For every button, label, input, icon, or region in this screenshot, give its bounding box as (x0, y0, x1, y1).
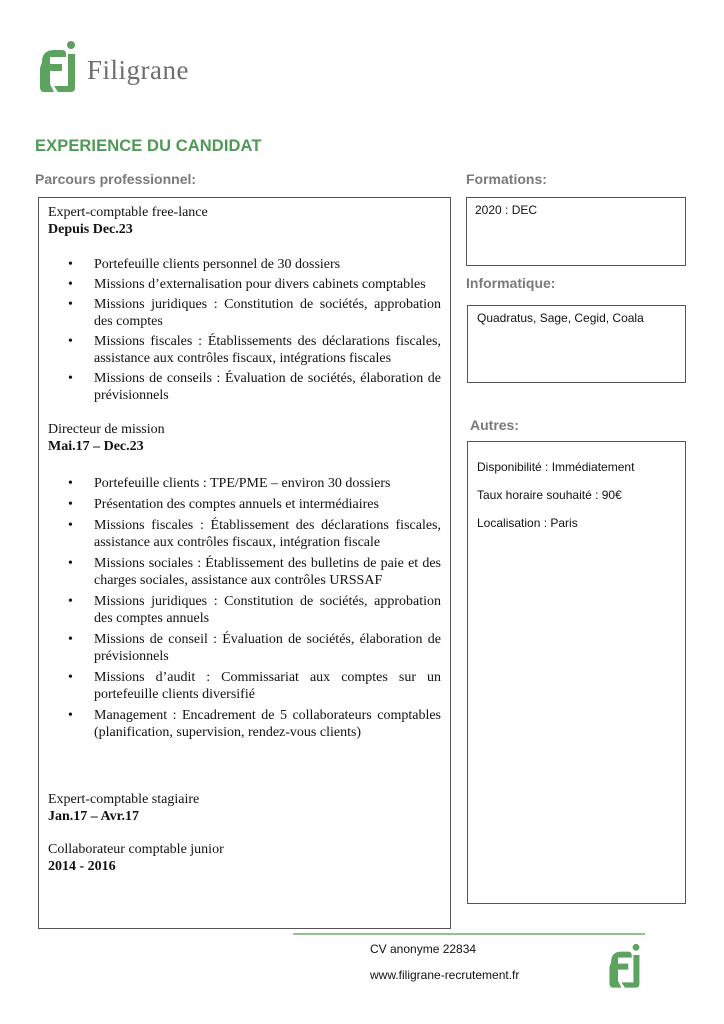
formations-label: Formations: (466, 171, 547, 187)
job-date: Mai.17 – Dec.23 (48, 439, 144, 454)
job-entry (48, 791, 441, 825)
job-title: Collaborateur comptable junior (48, 842, 224, 857)
page-title: EXPERIENCE DU CANDIDAT (35, 137, 262, 155)
formations-box (466, 197, 686, 266)
task-item: • Missions de conseil : Évaluation de sociétés, élaboration de prévisionnels (94, 631, 441, 665)
location: Localisation : Paris (477, 516, 578, 530)
task-item: • Présentation des comptes annuels et intermédiaires (94, 496, 441, 513)
brand-logo (36, 40, 216, 98)
job-title: Directeur de mission (48, 422, 165, 437)
job-title: Expert-comptable free-lance (48, 205, 208, 220)
task-list (48, 256, 441, 404)
autres-label: Autres: (470, 417, 520, 433)
job-date: 2014 - 2016 (48, 859, 116, 874)
brand-name: Filigrane (87, 55, 189, 85)
experience-box (38, 197, 451, 929)
task-item: • Missions fiscales : Établissements des déclarations fiscales, assistance aux contrôles fiscaux, intégrations fiscales (94, 333, 441, 367)
informatique-box (467, 305, 686, 383)
informatique-label: Informatique: (466, 275, 556, 291)
footer-divider (293, 933, 645, 935)
formation-item: 2020 : DEC (475, 203, 538, 217)
task-item: • Portefeuille clients personnel de 30 dossiers (94, 256, 441, 273)
task-item: • Missions juridiques : Constitution de sociétés, approbation des comptes annuels (94, 593, 441, 627)
software-list: Quadratus, Sage, Cegid, Coala (477, 311, 644, 325)
task-item: • Missions sociales : Établissement des bulletins de paie et des charges sociales, assistance aux contrôles URSSAF (94, 555, 441, 589)
job-title: Expert-comptable stagiaire (48, 792, 200, 807)
task-list (48, 475, 441, 741)
parcours-label: Parcours professionnel: (35, 171, 197, 187)
task-item: • Missions juridiques : Constitution de sociétés, approbation des comptes (94, 296, 441, 330)
filigrane-fi-logo-icon (36, 40, 78, 96)
task-item: • Missions de conseils : Évaluation de sociétés, élaboration de prévisionnels (94, 370, 441, 404)
cv-reference: CV anonyme 22834 (370, 942, 477, 956)
task-item: • Missions fiscales : Établissement des déclarations fiscales, assistance aux contrôles fiscaux, intégration fiscale (94, 517, 441, 551)
job-date: Depuis Dec.23 (48, 222, 133, 237)
availability: Disponibilité : Immédiatement (477, 460, 635, 474)
job-entry (48, 421, 441, 741)
job-entry (48, 841, 441, 875)
task-item: • Portefeuille clients : TPE/PME – environ 30 dossiers (94, 475, 441, 492)
filigrane-fi-logo-icon (606, 941, 642, 993)
hourly-rate: Taux horaire souhaité : 90€ (477, 488, 622, 502)
job-entry (48, 204, 441, 404)
task-item: • Management : Encadrement de 5 collaborateurs comptables (planification, supervision, rendez-vous clients) (94, 707, 441, 741)
job-date: Jan.17 – Avr.17 (48, 809, 140, 824)
website-link[interactable]: www.filigrane-recrutement.fr (370, 968, 520, 982)
task-item: • Missions d’externalisation pour divers cabinets comptables (94, 276, 441, 293)
autres-box (467, 441, 686, 904)
task-item: • Missions d’audit : Commissariat aux comptes sur un portefeuille clients diversifié (94, 669, 441, 703)
